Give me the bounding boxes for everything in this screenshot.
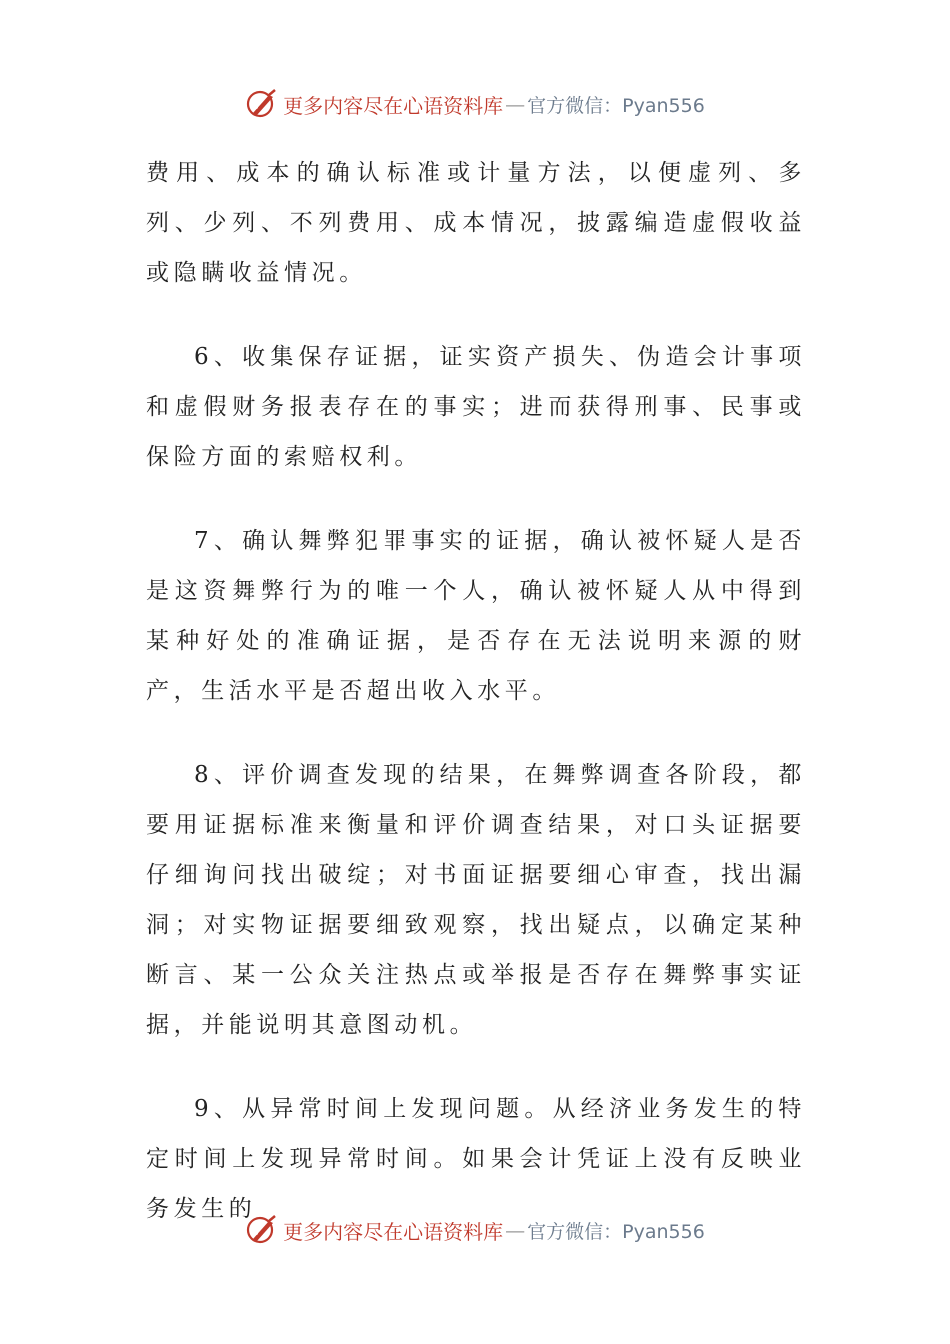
footer-wechat-text: 官方微信：Pyan556 <box>527 1220 705 1243</box>
header-wechat-text: 官方微信：Pyan556 <box>527 94 705 117</box>
footer-watermark <box>0 1210 950 1250</box>
pen-logo-icon <box>245 87 279 121</box>
paragraph-item-8: 8、评价调查发现的结果，在舞弊调查各阶段，都要用证据标准来衡量和评价调查结果，对口头证据要仔细询问找出破绽；对书面证据要细心审查，找出漏洞；对实物证据要细致观察，找出疑点，以确定某种断言、某一公众关注热点或举报是否存在舞弊事实证据，并能说明其意图动机。 <box>146 762 806 1038</box>
paragraph-item-6: 6、收集保存证据，证实资产损失、伪造会计事项和虚假财务报表存在的事实；进而获得刑事、民事或保险方面的索赔权利。 <box>146 344 806 470</box>
header-watermark <box>0 84 950 124</box>
pen-logo-icon <box>245 1213 279 1247</box>
paragraph-item-9: 9、从异常时间上发现问题。从经济业务发生的特定时间上发现异常时间。如果会计凭证上没有反映业务发生的 <box>146 1096 806 1222</box>
footer-separator: — <box>505 1218 526 1242</box>
paragraph-continued: 费用、成本的确认标准或计量方法，以便虚列、多列、少列、不列费用、成本情况，披露编造虚假收益或隐瞒收益情况。 <box>146 160 806 286</box>
header-brand-text: 更多内容尽在心语资料库 <box>283 93 504 118</box>
paragraph-item-7: 7、确认舞弊犯罪事实的证据，确认被怀疑人是否是这资舞弊行为的唯一个人，确认被怀疑人从中得到某种好处的准确证据，是否存在无法说明来源的财产，生活水平是否超出收入水平。 <box>146 528 806 704</box>
document-body <box>146 148 806 1268</box>
header-separator: — <box>505 92 526 116</box>
footer-brand-text: 更多内容尽在心语资料库 <box>283 1219 504 1244</box>
